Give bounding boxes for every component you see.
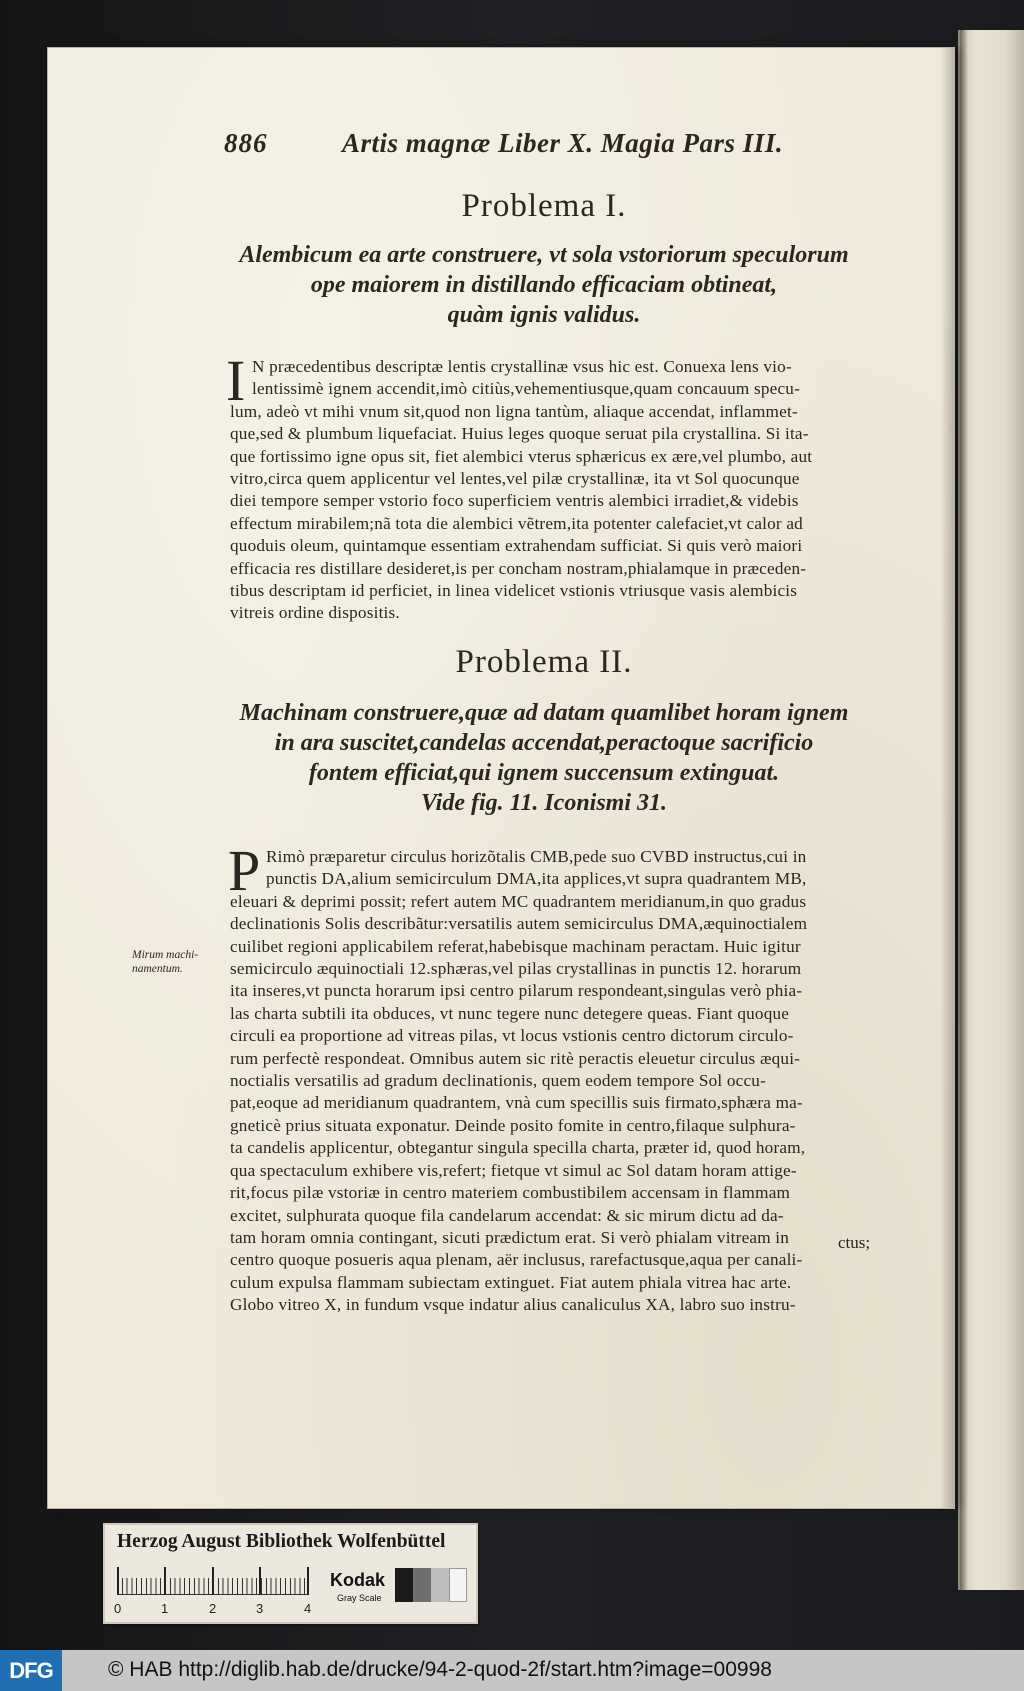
margin-note <box>132 948 228 976</box>
text-line: excitet, sulphurata quoque fila candelarum accendat: & sic mirum dictu ad da- <box>230 1205 784 1225</box>
catchword: ctus; <box>838 1233 871 1252</box>
text-line: efficacia res distillare desideret,is per concham nostram,phialamque in præceden- <box>230 558 807 578</box>
text-line: cuilibet regioni applicabilem referat,habebisque machinam peractam. Huic igitur <box>230 936 801 956</box>
page-edge-shadow <box>940 48 954 1508</box>
problem-2-heading: Problema II. <box>455 644 633 680</box>
footer-bar <box>0 1650 1024 1691</box>
copyright-link[interactable]: © HAB http://diglib.hab.de/drucke/94-2-quod-2f/start.htm?image=00998 <box>108 1658 772 1681</box>
subtitle-line: fontem efficiat,qui ignem succensum extinguat. <box>308 760 780 786</box>
text-line: qua spectaculum exhibere vis,refert; fietque vt simul ac Sol datam horam attige- <box>230 1160 797 1180</box>
ruler-major-tick <box>307 1567 309 1595</box>
gray-patch-white <box>449 1568 467 1602</box>
text-line: Globo vitreo X, in fundum vsque indatur alius canaliculus XA, labro suo instru- <box>230 1295 796 1315</box>
subtitle-line: quàm ignis validus. <box>447 302 641 328</box>
text-line: punctis DA,alium semicirculum DMA,ita applices,vt supra quadrantem MB, <box>266 869 807 889</box>
text-line: semicirculo æquinoctiali 12.sphæras,vel pilas crystallinas in punctis 12. horarum <box>230 959 802 979</box>
scale-ruler <box>117 1567 309 1595</box>
problem-2-body <box>228 838 906 1317</box>
running-head <box>224 128 864 168</box>
margin-note-line: namentum. <box>132 963 183 975</box>
text-line: vitro,circa quem applicentur vel lentes,vel pilæ crystallinæ, ita vt Sol quocunque <box>230 469 800 489</box>
ruler-major-tick <box>212 1567 214 1595</box>
subtitle-line: Machinam construere,quæ ad datam quamlibet horam ignem <box>239 700 849 726</box>
running-title: Artis magnæ Liber X. Magia Pars III. <box>342 128 784 158</box>
text-line: ta candelis applicentur, obtegantur singula specilla charta, præter id, quod horam, <box>230 1138 806 1158</box>
margin-note-line: Mirum machi- <box>132 949 199 961</box>
text-line: vitreis ordine dispositis. <box>230 603 400 623</box>
text-line: gneticè prius situata exponatur. Deinde posito fomite in centro,filaque sulphura- <box>230 1115 796 1135</box>
problem-1-heading: Problema I. <box>461 188 627 224</box>
gray-scale-label: Gray Scale <box>337 1593 382 1603</box>
text-line: Rimò præparetur circulus horizõtalis CMB,pede suo CVBD instructus,cui in <box>266 847 807 866</box>
text-line: culum expulsa flammam subiectam extinguet. Fiat autem phiala vitrea hac arte. <box>230 1272 792 1292</box>
text-line: noctialis versatilis ad gradum declinationis, quem eodem tempore Sol occu- <box>230 1071 767 1091</box>
drop-cap-i: I <box>226 348 246 413</box>
book-page <box>48 48 954 1508</box>
text-line: rit,focus pilæ vstoriæ in centro materiem combustibilem accensam in flammam <box>230 1183 791 1203</box>
gray-patch-black <box>395 1568 413 1602</box>
ruler-label: 4 <box>304 1601 312 1616</box>
text-line: eleuari & deprimi possit; refert autem MC quadrantem meridianum,in quo gradus <box>230 891 807 911</box>
text-line: que,sed & plumbum liquefaciat. Huius leges quoque seruat pila crystallina. Si ita- <box>230 424 809 444</box>
text-line: ita inseres,vt puncta horarum ipsi centro pilarum respondeant,singulas verò phia- <box>230 981 803 1001</box>
text-line: pat,eoque ad meridianum quadrantem, vnà cum specillis suis firmato,sphæra ma- <box>230 1093 803 1113</box>
text-line: las charta subtili ita obduces, vt nunc tegere nunc detegere queas. Fiant quoque <box>230 1003 790 1023</box>
problem-1-body <box>230 356 906 625</box>
problem-2-subtitle <box>224 698 864 818</box>
subtitle-line: in ara suscitet,candelas accendat,peractoque sacrificio <box>274 730 814 756</box>
ruler-major-tick <box>259 1567 261 1595</box>
text-line: diei tempore semper vstorio foco superficiem ventris alembici irradiet,& videbis <box>230 491 799 511</box>
text-line: rum perfectè respondeat. Omnibus autem sic ritè peractis eleuetur circulus æqui- <box>230 1048 801 1068</box>
subtitle-line: ope maiorem in distillando efficaciam obtineat, <box>310 272 778 298</box>
ruler-label: 2 <box>209 1601 217 1616</box>
text-line: effectum mirabilem;nã tota die alembici vẽtrem,ita potenter calefaciet,vt calor ad <box>230 513 803 533</box>
facing-page-edge <box>958 30 1024 1590</box>
text-line: lentissimè ignem accendit,imò citiùs,vehementiusque,quam concauum specu- <box>252 379 801 399</box>
kodak-logo: Kodak <box>330 1570 386 1590</box>
page-number: 886 <box>224 128 268 158</box>
page-fold-shadow <box>960 30 968 1590</box>
subtitle-line: Alembicum ea arte construere, vt sola vstoriorum speculorum <box>239 242 849 268</box>
dfg-logo: DFG <box>0 1650 62 1691</box>
problem-1-subtitle <box>224 240 864 330</box>
gray-patch-dark <box>413 1568 431 1602</box>
text-line: centro quoque posueris aqua plenam, aër inclusus, rarefactusque,aqua per canali- <box>230 1250 803 1270</box>
text-line: tam horam omnia contingant, sicuti prædictum erat. Si verò phialam vitream in <box>230 1227 790 1247</box>
library-color-card <box>103 1523 478 1624</box>
gray-patch-light <box>431 1568 449 1602</box>
text-line: quoduis oleum, quintamque essentiam extrahendam sufficiat. Si quis verò maiori <box>230 536 803 556</box>
ruler-label: 1 <box>161 1601 169 1616</box>
library-name: Herzog August Bibliothek Wolfenbüttel <box>117 1531 446 1552</box>
ruler-label: 0 <box>114 1601 122 1616</box>
text-line: declinationis Solis describãtur:versatilis autem semicirculus DMA,æquinoctialem <box>230 914 808 934</box>
ruler-major-tick <box>117 1567 119 1595</box>
drop-cap-p: P <box>228 838 261 903</box>
text-line: circuli ea proportione ad vitreas pilas, vt locus vstionis centro dictorum circulo- <box>230 1026 794 1046</box>
ruler-major-tick <box>164 1567 166 1595</box>
text-line: que fortissimo igne opus sit, fiet alembici vterus sphæricus ex ære,vel plumbo, aut <box>230 446 813 466</box>
subtitle-line: Vide fig. 11. Iconismi 31. <box>420 790 668 816</box>
text-line: lum, adeò vt mihi vnum sit,quod non ligna tantùm, aliaque accendat, inflammet- <box>230 401 798 421</box>
text-line: N præcedentibus descriptæ lentis crystallinæ vsus hic est. Conuexa lens vio- <box>252 357 792 376</box>
ruler-label: 3 <box>256 1601 264 1616</box>
text-line: tibus descriptam id perficiet, in linea videlicet vstionis vtriusque vasis alembicis <box>230 581 798 601</box>
